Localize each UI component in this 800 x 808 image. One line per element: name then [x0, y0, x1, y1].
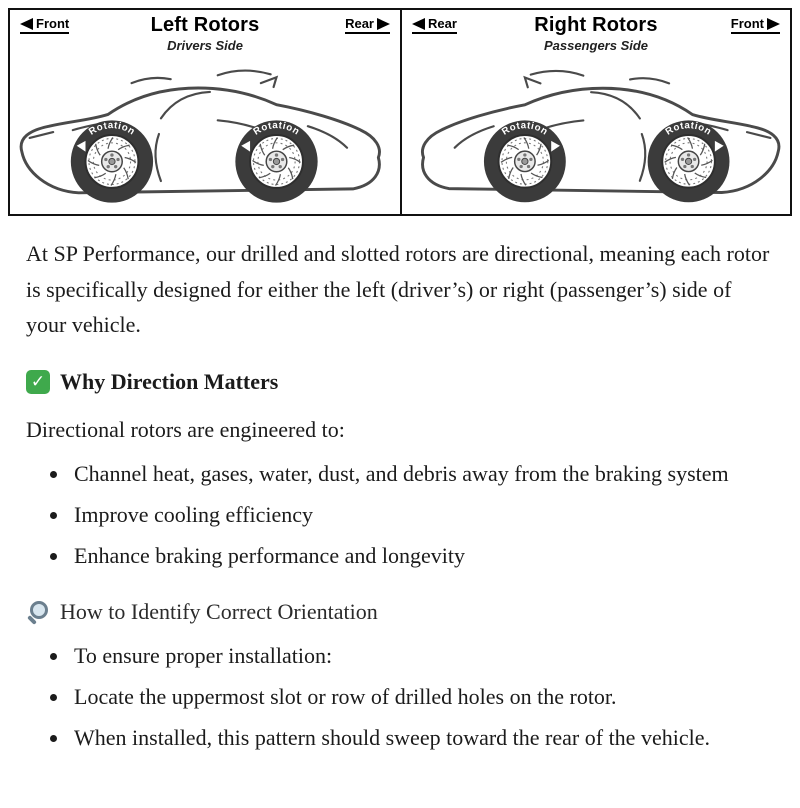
arrow-right-icon	[377, 18, 390, 30]
arrow-left-icon	[20, 18, 33, 30]
orientation-steps-list	[26, 639, 774, 755]
right-rotors-panel	[400, 10, 790, 214]
list-item: • Enhance braking performance and longevity	[70, 539, 774, 573]
panel-titles	[14, 14, 396, 53]
direction-label-text: Rear	[428, 16, 457, 31]
left-panel-header	[14, 14, 396, 58]
panel-title: Right Rotors	[534, 14, 658, 36]
front-wheel-left-car	[71, 120, 153, 203]
front-direction-label	[731, 16, 780, 34]
rear-wheel-right-car	[484, 120, 566, 202]
direction-label-text: Front	[36, 16, 70, 31]
list-item: • Locate the uppermost slot or row of drilled holes on the rotor.	[70, 680, 774, 714]
direction-benefits-list	[26, 457, 774, 573]
article-content	[0, 216, 800, 755]
rear-wheel-left-car	[235, 120, 317, 203]
section-title: How to Identify Correct Orientation	[60, 599, 378, 625]
right-car-illustration	[406, 58, 786, 214]
list-item: • Improve cooling efficiency	[70, 498, 774, 532]
rotor-direction-diagram	[8, 8, 792, 216]
rear-direction-label	[345, 16, 390, 34]
front-direction-label	[20, 16, 69, 34]
list-item: • When installed, this pattern should sweep toward the rear of the vehicle.	[70, 721, 774, 755]
direction-label-text: Front	[730, 16, 764, 31]
left-car-illustration	[14, 58, 396, 214]
section-heading-identify-orientation	[26, 599, 774, 625]
section-heading-direction-matters	[26, 369, 774, 395]
list-item: • Channel heat, gases, water, dust, and debris away from the braking system	[70, 457, 774, 491]
right-panel-header	[406, 14, 786, 58]
panel-title: Left Rotors	[150, 14, 260, 36]
section-title: Why Direction Matters	[60, 368, 279, 394]
intro-paragraph: At SP Performance, our drilled and slotted rotors are directional, meaning each rotor is specifically designed for either the left (driver’s) or right (passenger’s) side of your vehicle.	[26, 241, 770, 338]
rear-direction-label	[412, 16, 457, 34]
panel-subtitle: Passengers Side	[543, 38, 649, 53]
list-item: • To ensure proper installation:	[70, 639, 774, 673]
magnifier-icon	[26, 600, 50, 624]
arrow-right-icon	[767, 18, 780, 30]
section-lead: Directional rotors are engineered to:	[26, 416, 345, 442]
arrow-left-icon	[412, 18, 425, 30]
direction-label-text: Rear	[345, 16, 374, 31]
panel-titles	[406, 14, 786, 53]
front-wheel-right-car	[648, 120, 730, 202]
panel-subtitle: Drivers Side	[167, 38, 243, 53]
check-icon: ✓	[26, 370, 50, 394]
left-rotors-panel	[10, 10, 400, 214]
